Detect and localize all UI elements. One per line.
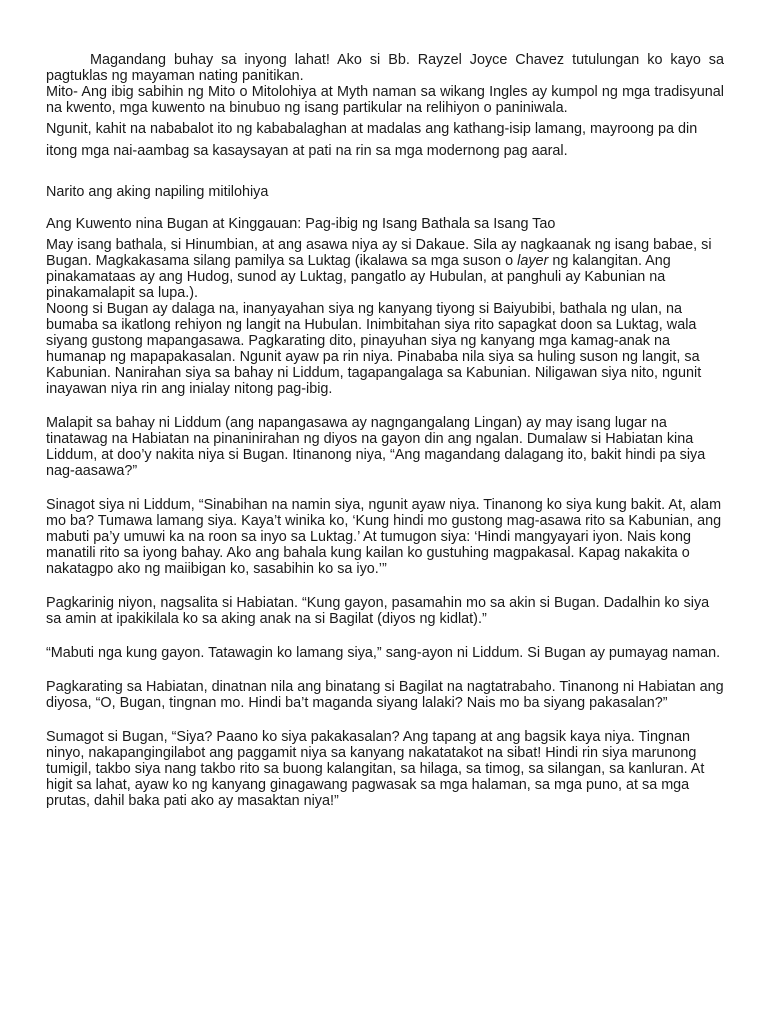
- mito-definition-paragraph: Mito- Ang ibig sabihin ng Mito o Mitolohiya at Myth naman sa wikang Ingles ay kumpol ng mga tradisyunal na kwento, mga kuwento na binubuo ng isang partikular na relihiyon o paniniwala.: [46, 84, 724, 116]
- story-paragraph-6: “Mabuti nga kung gayon. Tatawagin ko lamang siya,” sang-ayon ni Liddum. Si Bugan ay pumayag naman.: [46, 645, 721, 661]
- story-paragraph-3: Malapit sa bahay ni Liddum (ang napangasawa ay nagngangalang Lingan) ay may isang lugar na tinatawag na Habiatan na pinaninirahan ng diyos na gayon din ang ngalan. Dumalaw si Habiatan kina Liddum, at doo’y nakita niya si Bugan. Itinanong niya, “Ang magandang dalagang ito, bakit hindi pa siya nag-aasawa?”: [46, 415, 706, 479]
- story-paragraph-8: Sumagot si Bugan, “Siya? Paano ko siya pakakasalan? Ang tapang at ang bagsik kaya niya. Tingnan ninyo, nakapangingilabot ang paggamit niya sa kanyang nakatatakot na sibat! Hindi rin siya marunong tumigil, takbo siya nang takbo rito sa buong kalangitan, sa hilaga, sa timog, sa silangan, sa kanluran. At higit sa lahat, ayaw ko ng kanyang ginagawang pagwasak sa mga halaman, sa mga puno, at sa mga prutas, dahil baka pati ako ay masaktan niya!”: [46, 729, 705, 809]
- narito-line: Narito ang aking napiling mitilohiya: [46, 184, 269, 200]
- story-p1-text-b: ng kalangitan. Ang pinakamataas ay ang Hudog, sunod ay Luktag, pangatlo ay Hubulan, at panghuli ay Kabunian na pinakamalapit sa lupa.).: [46, 253, 671, 301]
- story-paragraph-7: Pagkarating sa Habiatan, dinatnan nila ang binatang si Bagilat na nagtatrabaho. Tinanong ni Habiatan ang diyosa, “O, Bugan, tingnan mo. Hindi ba’t maganda siyang lalaki? Nais mo ba siyang pakasalan?”: [46, 679, 724, 711]
- story-p1-text-a: May isang bathala, si Hinumbian, at ang asawa niya ay si Dakaue. Sila ay nagkaanak ng isang babae, si Bugan. Magkakasama silang pamilya sa Luktag (ikalawa sa mga suson o: [46, 237, 712, 269]
- intro-paragraph: Magandang buhay sa inyong lahat! Ako si Bb. Rayzel Joyce Chavez tutulungan ko kayo sa pagtuklas ng mayaman nating panitikan.: [46, 52, 724, 84]
- story-paragraph-2: Noong si Bugan ay dalaga na, inanyayahan siya ng kanyang tiyong si Baiyubibi, bathala ng ulan, na bumaba sa ikatlong rehiyon ng langit na Hubulan. Inimbitahan siya rito sapagkat doon sa Luktag, wala siyang gustong mapangasawa. Pagkarating dito, pinayuhan siya ng kanyang mga kamag-anak na humanap ng mapapakasalan. Ngunit ayaw pa rin niya. Pinababa nila siya sa huling suson ng langit, sa Kabunian. Nanirahan siya sa bahay ni Liddum, tagapangalaga sa Kabunian. Niligawan siya nito, ngunit inayawan niya rin ang inialay nitong pag-ibig.: [46, 301, 702, 397]
- story-p1-layer-word: layer: [517, 253, 549, 269]
- story-title: Ang Kuwento nina Bugan at Kinggauan: Pag-ibig ng Isang Bathala sa Isang Tao: [46, 216, 556, 232]
- story-paragraph-4: Sinagot siya ni Liddum, “Sinabihan na namin siya, ngunit ayaw niya. Tinanong ko siya kung bakit. At, alam mo ba? Tumawa lamang siya. Kaya’t winika ko, ‘Kung hindi mo gustong mag-asawa rito sa Kabunian, ang mabuti pa’y umuwi ka na roon sa inyo sa Luktag.’ At tumugon siya: ‘Hindi mangyayari iyon. Nais kong manatili rito sa iyong bahay. Ako ang bahala kung kailan ko gustuhing magpakasal. Kapag nakakita o nakatagpo ako ng maiibigan ko, sasabihin ko sa iyo.’”: [46, 497, 722, 577]
- story-paragraph-1: [46, 237, 724, 301]
- ngunit-paragraph: Ngunit, kahit na nababalot ito ng kababalaghan at madalas ang kathang-isip lamang, mayroong pa din itong mga nai-aambag sa kasaysayan at pati na rin sa mga modernong pag aaral.: [46, 121, 698, 159]
- story-paragraph-5: Pagkarinig niyon, nagsalita si Habiatan. “Kung gayon, pasamahin mo sa akin si Bugan. Dadalhin ko siya sa amin at ipakikilala ko sa aking anak na si Bagilat (diyos ng kidlat).”: [46, 595, 710, 627]
